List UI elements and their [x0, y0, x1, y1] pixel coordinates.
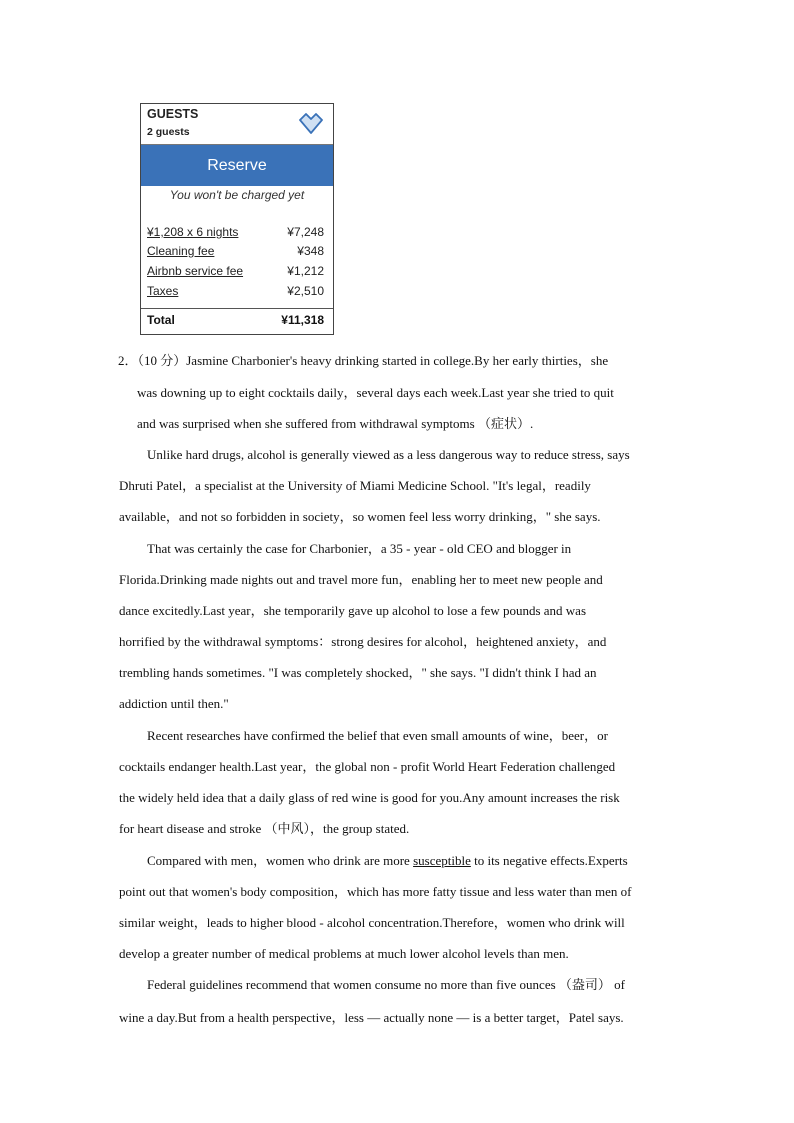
article-text: to its negative effects.Experts [470, 853, 628, 868]
reserve-button[interactable]: Reserve [141, 145, 333, 186]
cleaning-fee-link[interactable]: Cleaning fee [147, 244, 215, 258]
article-line: That was certainly the case for Charbonier，a 35 - year - old CEO and blogger in [147, 541, 572, 556]
price-line-cleaning [147, 244, 324, 262]
article-line: horrified by the withdrawal symptoms：strong desires for alcohol，heightened anxiety，and [119, 634, 607, 649]
article-line: cocktails endanger health.Last year，the global non - profit World Heart Federation challenged [119, 759, 616, 774]
taxes-amount: ¥2,510 [287, 284, 324, 298]
chevron-down-icon[interactable] [298, 112, 324, 136]
no-charge-note: You won't be charged yet [169, 188, 305, 202]
article-line: Dhruti Patel，a specialist at the University of Miami Medicine School. "It's legal，readily [119, 478, 591, 493]
article-line: wine a day.But from a health perspective，less — actually none — is a better target，Patel says. [119, 1010, 624, 1025]
article-line: Federal guidelines recommend that women consume no more than five ounces （盎司） of [147, 977, 625, 992]
guests-label: GUESTS [147, 107, 199, 121]
article-line: for heart disease and stroke （中风），the group stated. [119, 821, 410, 836]
article-line: similar weight，leads to higher blood - alcohol concentration.Therefore，women who drink will [119, 915, 625, 930]
taxes-link[interactable]: Taxes [147, 284, 179, 298]
article-line: 2．（10 分）Jasmine Charbonier's heavy drinking started in college.By her early thirties，she [118, 353, 609, 368]
nights-link[interactable]: ¥1,208 x 6 nights [147, 225, 239, 239]
cleaning-fee-amount: ¥348 [297, 244, 324, 258]
article-line: available，and not so forbidden in society，so women feel less worry drinking，" she says. [119, 509, 601, 524]
vocab-term-susceptible: susceptible [413, 853, 471, 868]
nights-amount: ¥7,248 [287, 225, 324, 239]
article-line: addiction until then." [119, 696, 229, 711]
article-line: trembling hands sometimes. "I was completely shocked，" she says. "I didn't think I had an [119, 665, 597, 680]
article-line: the widely held idea that a daily glass of red wine is good for you.Any amount increases the risk [119, 790, 620, 805]
total-amount: ¥11,318 [281, 313, 324, 327]
total-label: Total [147, 313, 175, 327]
total-divider [141, 308, 333, 309]
article-line: dance excitedly.Last year，she temporarily gave up alcohol to lose a few pounds and was [119, 603, 586, 618]
article-text: Compared with men，women who drink are more [147, 853, 414, 868]
article-line: point out that women's body composition，which has more fatty tissue and less water than men of [119, 884, 632, 899]
guests-count: 2 guests [147, 126, 190, 138]
service-fee-amount: ¥1,212 [287, 264, 324, 278]
price-line-service [147, 264, 324, 282]
service-fee-link[interactable]: Airbnb service fee [147, 264, 244, 278]
price-line-taxes [147, 284, 324, 302]
article-line [147, 853, 628, 869]
article-line: develop a greater number of medical problems at much lower alcohol levels than men. [119, 946, 569, 961]
price-line-nights [147, 225, 324, 243]
total-row [147, 313, 324, 327]
article-line: and was surprised when she suffered from withdrawal symptoms （症状）. [137, 416, 534, 431]
article-line: was downing up to eight cocktails daily，several days each week.Last year she tried to quit [137, 385, 614, 400]
guests-selector[interactable] [141, 104, 333, 145]
article-line: Recent researches have confirmed the belief that even small amounts of wine，beer，or [147, 728, 608, 743]
article-line: Unlike hard drugs, alcohol is generally viewed as a less dangerous way to reduce stress, says [147, 447, 630, 462]
booking-widget [140, 103, 334, 335]
article-line: Florida.Drinking made nights out and travel more fun，enabling her to meet new people and [119, 572, 603, 587]
